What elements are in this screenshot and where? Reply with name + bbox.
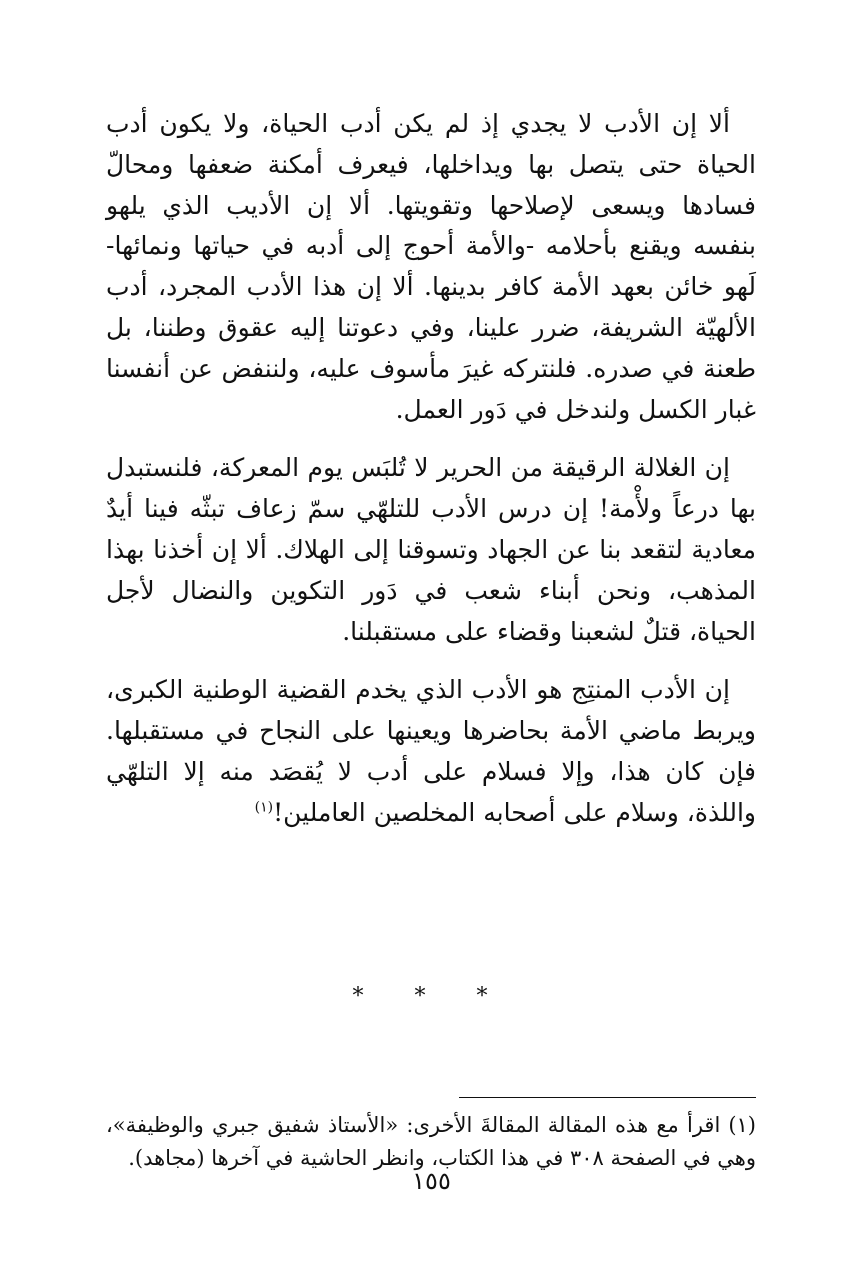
paragraph-1: ألا إن الأدب لا يجدي إذ لم يكن أدب الحياة، ولا يكون أدب الحياة حتى يتصل بها ويداخلها، فيعرف أمكنة ضعفها ومحالّ فسادها ويسعى لإصلاحها وتقويتها. ألا إن الأديب الذي يلهو بنفسه ويقنع بأحلامه -والأمة أحوج إلى أدبه في حياتها ونمائها- لَهو خائن بعهد الأمة كافر بدينها. ألا إن هذا الأدب المجرد، أدب الألهيّة الشريفة، ضرر علينا، وفي دعوتنا إليه عقوق وطننا، بل طعنة في صدره. فلنتركه غيرَ مأسوف عليه، ولننفض عن أنفسنا غبار الكسل ولندخل في دَور العمل. xyxy=(106,109,756,424)
section-separator: * * * xyxy=(352,984,510,1009)
paragraph-2: إن الغلالة الرقيقة من الحرير لا تُلبَس يوم المعركة، فلنستبدل بها درعاً ولأْمة! إن درس الأدب للتلهّي سمّ زعاف تبثّه فينا أيدٌ معادية لتقعد بنا عن الجهاد وتسوقنا إلى الهلاك. ألا إن أخذنا بهذا المذهب، ونحن أبناء شعب في دَور التكوين والنضال لأجل الحياة، قتلٌ لشعبنا وقضاء على مستقبلنا. xyxy=(106,453,756,646)
footnote-number: (١) xyxy=(728,1113,756,1137)
paragraph-3-text: إن الأدب المنتِج هو الأدب الذي يخدم القضية الوطنية الكبرى، ويربط ماضي الأمة بحاضرها ويعينها على النجاح في مستقبلها. فإن كان هذا، وإلا فسلام على أدب لا يُقصَد منه إلا التلهّي واللذة، وسلام على أصحابه المخلصين العاملين! xyxy=(106,675,756,827)
footnote xyxy=(106,1109,756,1175)
paragraph-3 xyxy=(106,670,756,833)
footnote-divider xyxy=(459,1097,756,1098)
page-body xyxy=(106,104,756,1170)
page-number: ١٥٥ xyxy=(412,1167,451,1195)
footnote-text: اقرأ مع هذه المقالة المقالةَ الأخرى: «الأستاذ شفيق جبري والوظيفة»، وهي في الصفحة ٣٠٨ في هذا الكتاب، وانظر الحاشية في آخرها (مجاهد). xyxy=(106,1113,756,1170)
footnote-reference[interactable]: (١) xyxy=(254,799,274,816)
